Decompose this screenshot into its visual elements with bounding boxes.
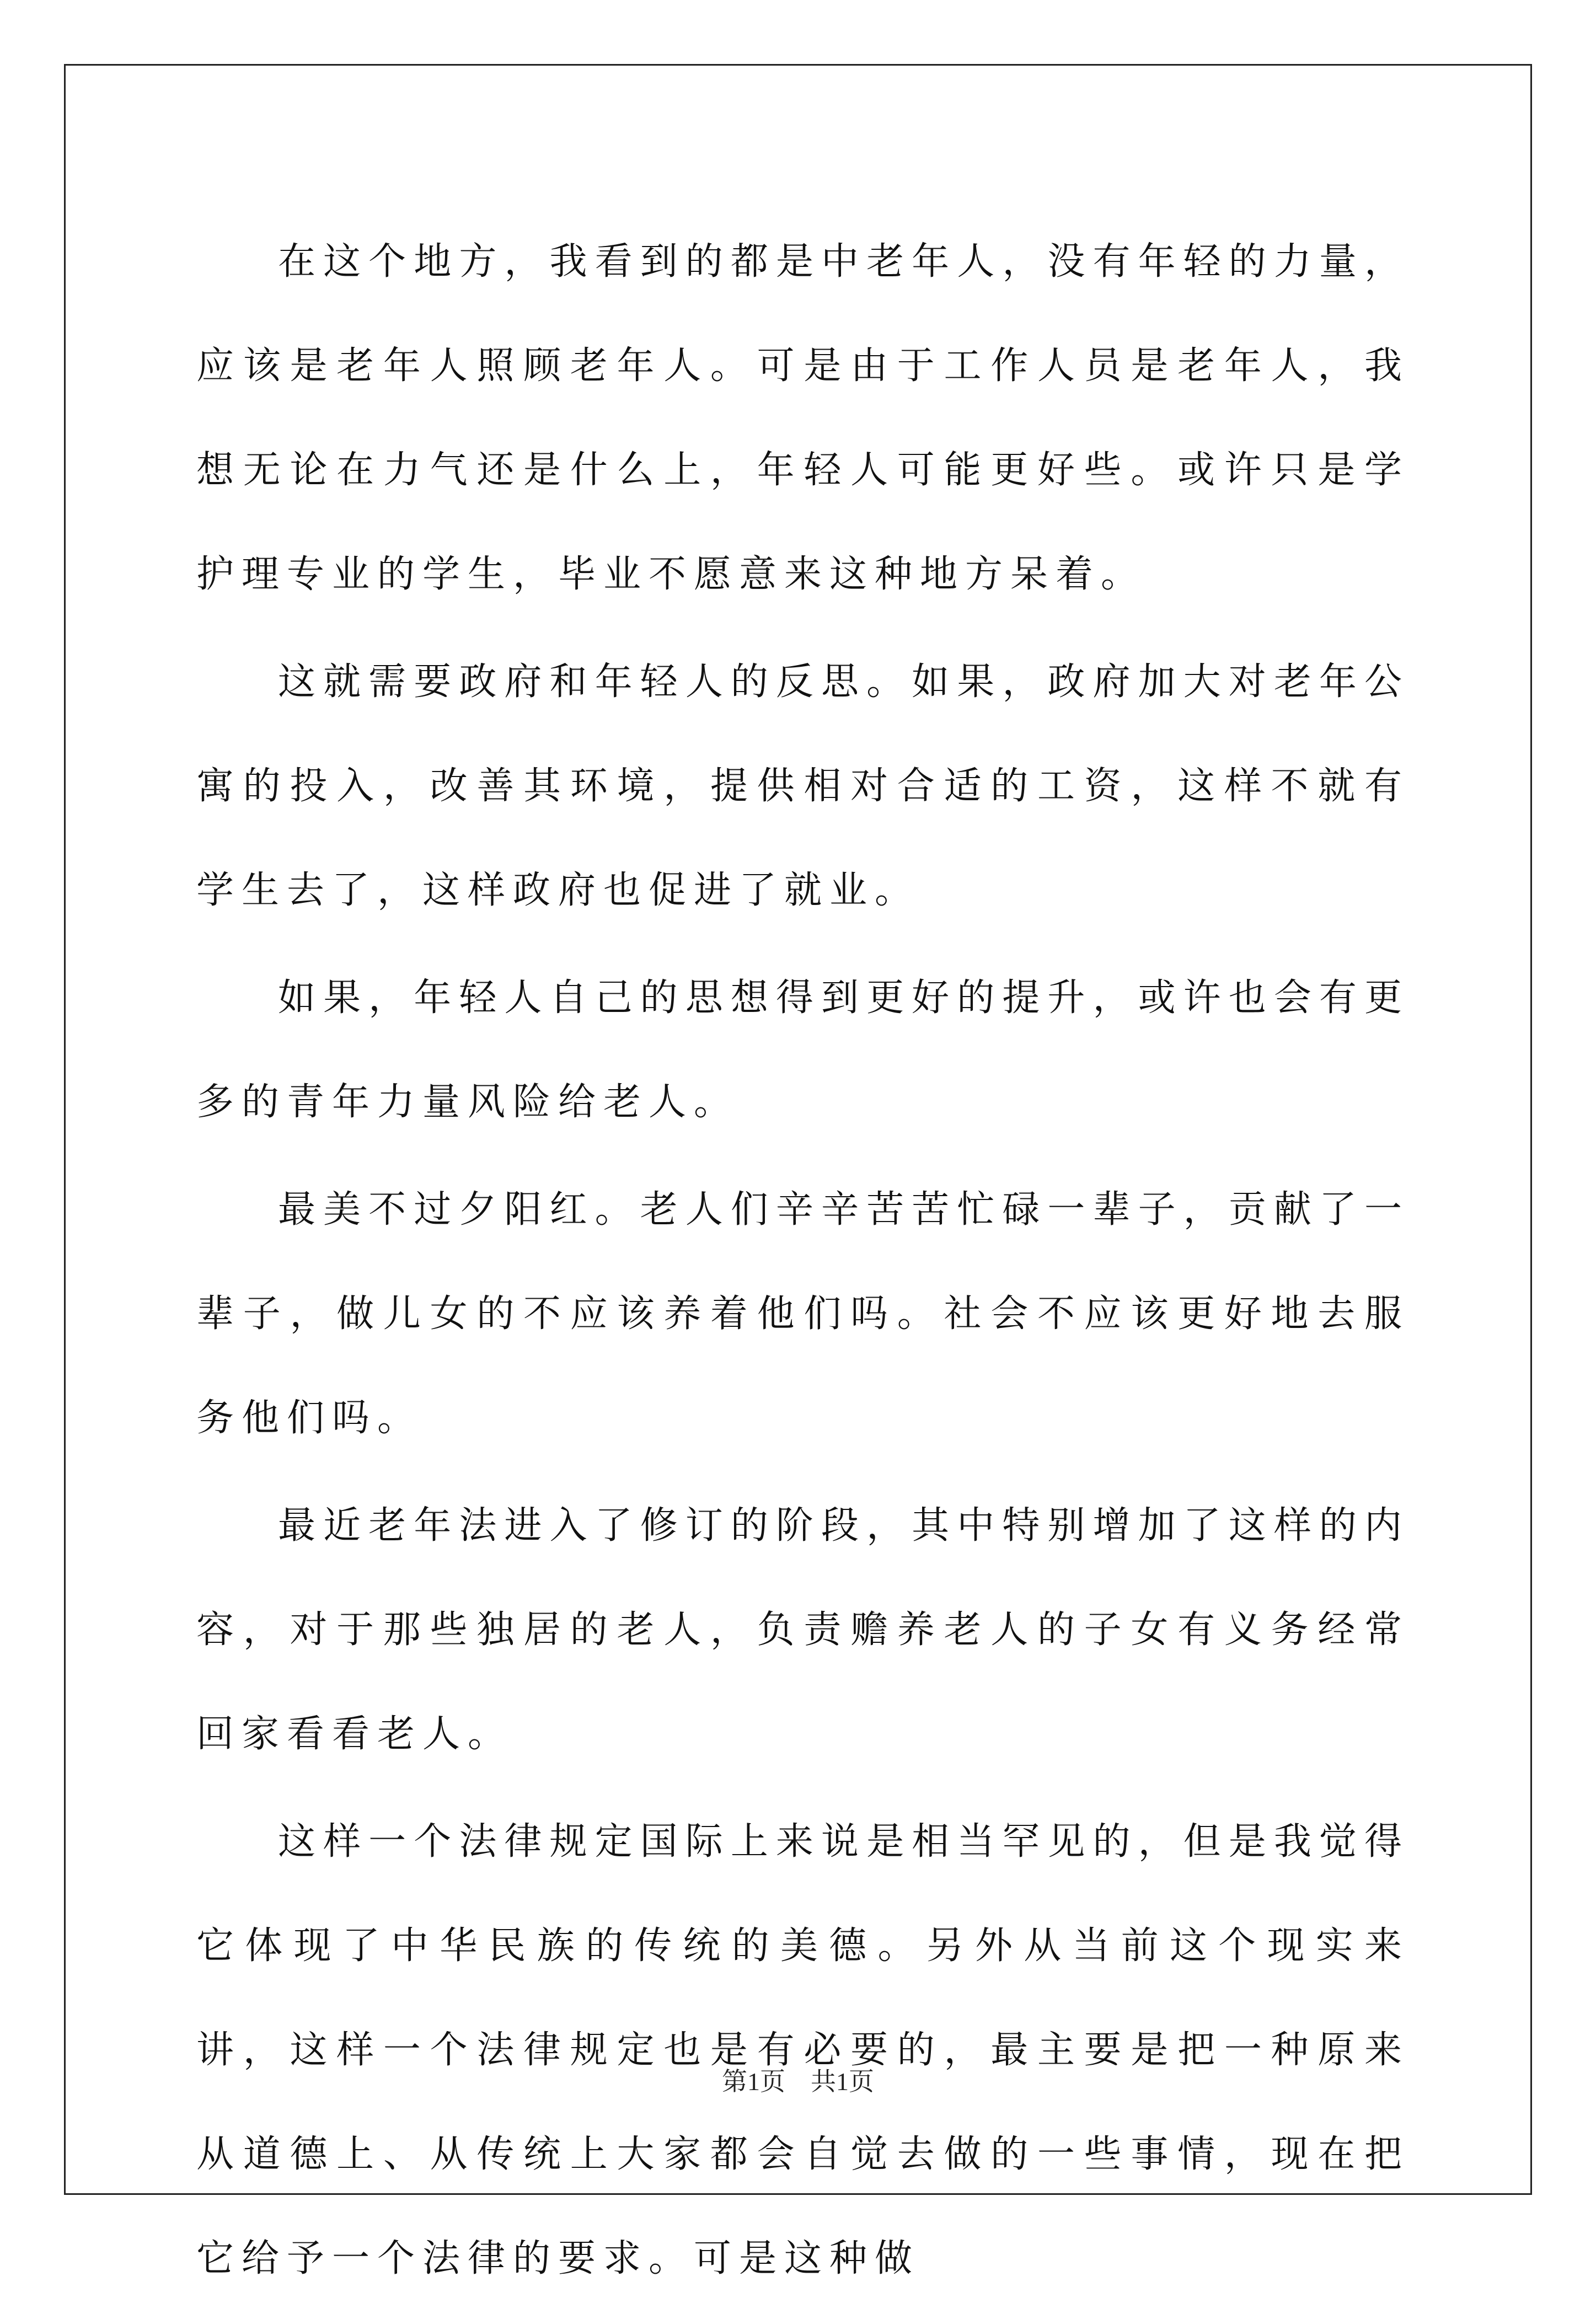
paragraph: 在这个地方，我看到的都是中老年人，没有年轻的力量，应该是老年人照顾老年人。可是由于工作人员是老年人，我想无论在力气还是什么上，年轻人可能更好些。或许只是学护理专业的学生，毕业不愿意来这种地方呆着。 [196,240,1410,596]
document-body [196,210,1410,2314]
paragraph: 最美不过夕阳红。老人们辛辛苦苦忙碌一辈子，贡献了一辈子，做儿女的不应该养着他们吗。社会不应该更好地去服务他们吗。 [196,1188,1410,1440]
page-number-footer: 第1页 共1页 [722,2067,874,2096]
paragraph: 这样一个法律规定国际上来说是相当罕见的，但是我觉得它体现了中华民族的传统的美德。另外从当前这个现实来讲，这样一个法律规定也是有必要的，最主要是把一种原来从道德上、从传统上大家都会自觉去做的一些事情，现在把它给予一个法律的要求。可是这种做 [196,1820,1410,2280]
paragraph: 这就需要政府和年轻人的反思。如果，政府加大对老年公寓的投入，改善其环境，提供相对合适的工资，这样不就有学生去了，这样政府也促进了就业。 [196,660,1410,912]
paragraph: 最近老年法进入了修订的阶段，其中特别增加了这样的内容，对于那些独居的老人，负责赡养老人的子女有义务经常回家看看老人。 [196,1504,1410,1756]
paragraph: 如果，年轻人自己的思想得到更好的提升，或许也会有更多的青年力量风险给老人。 [196,976,1410,1124]
